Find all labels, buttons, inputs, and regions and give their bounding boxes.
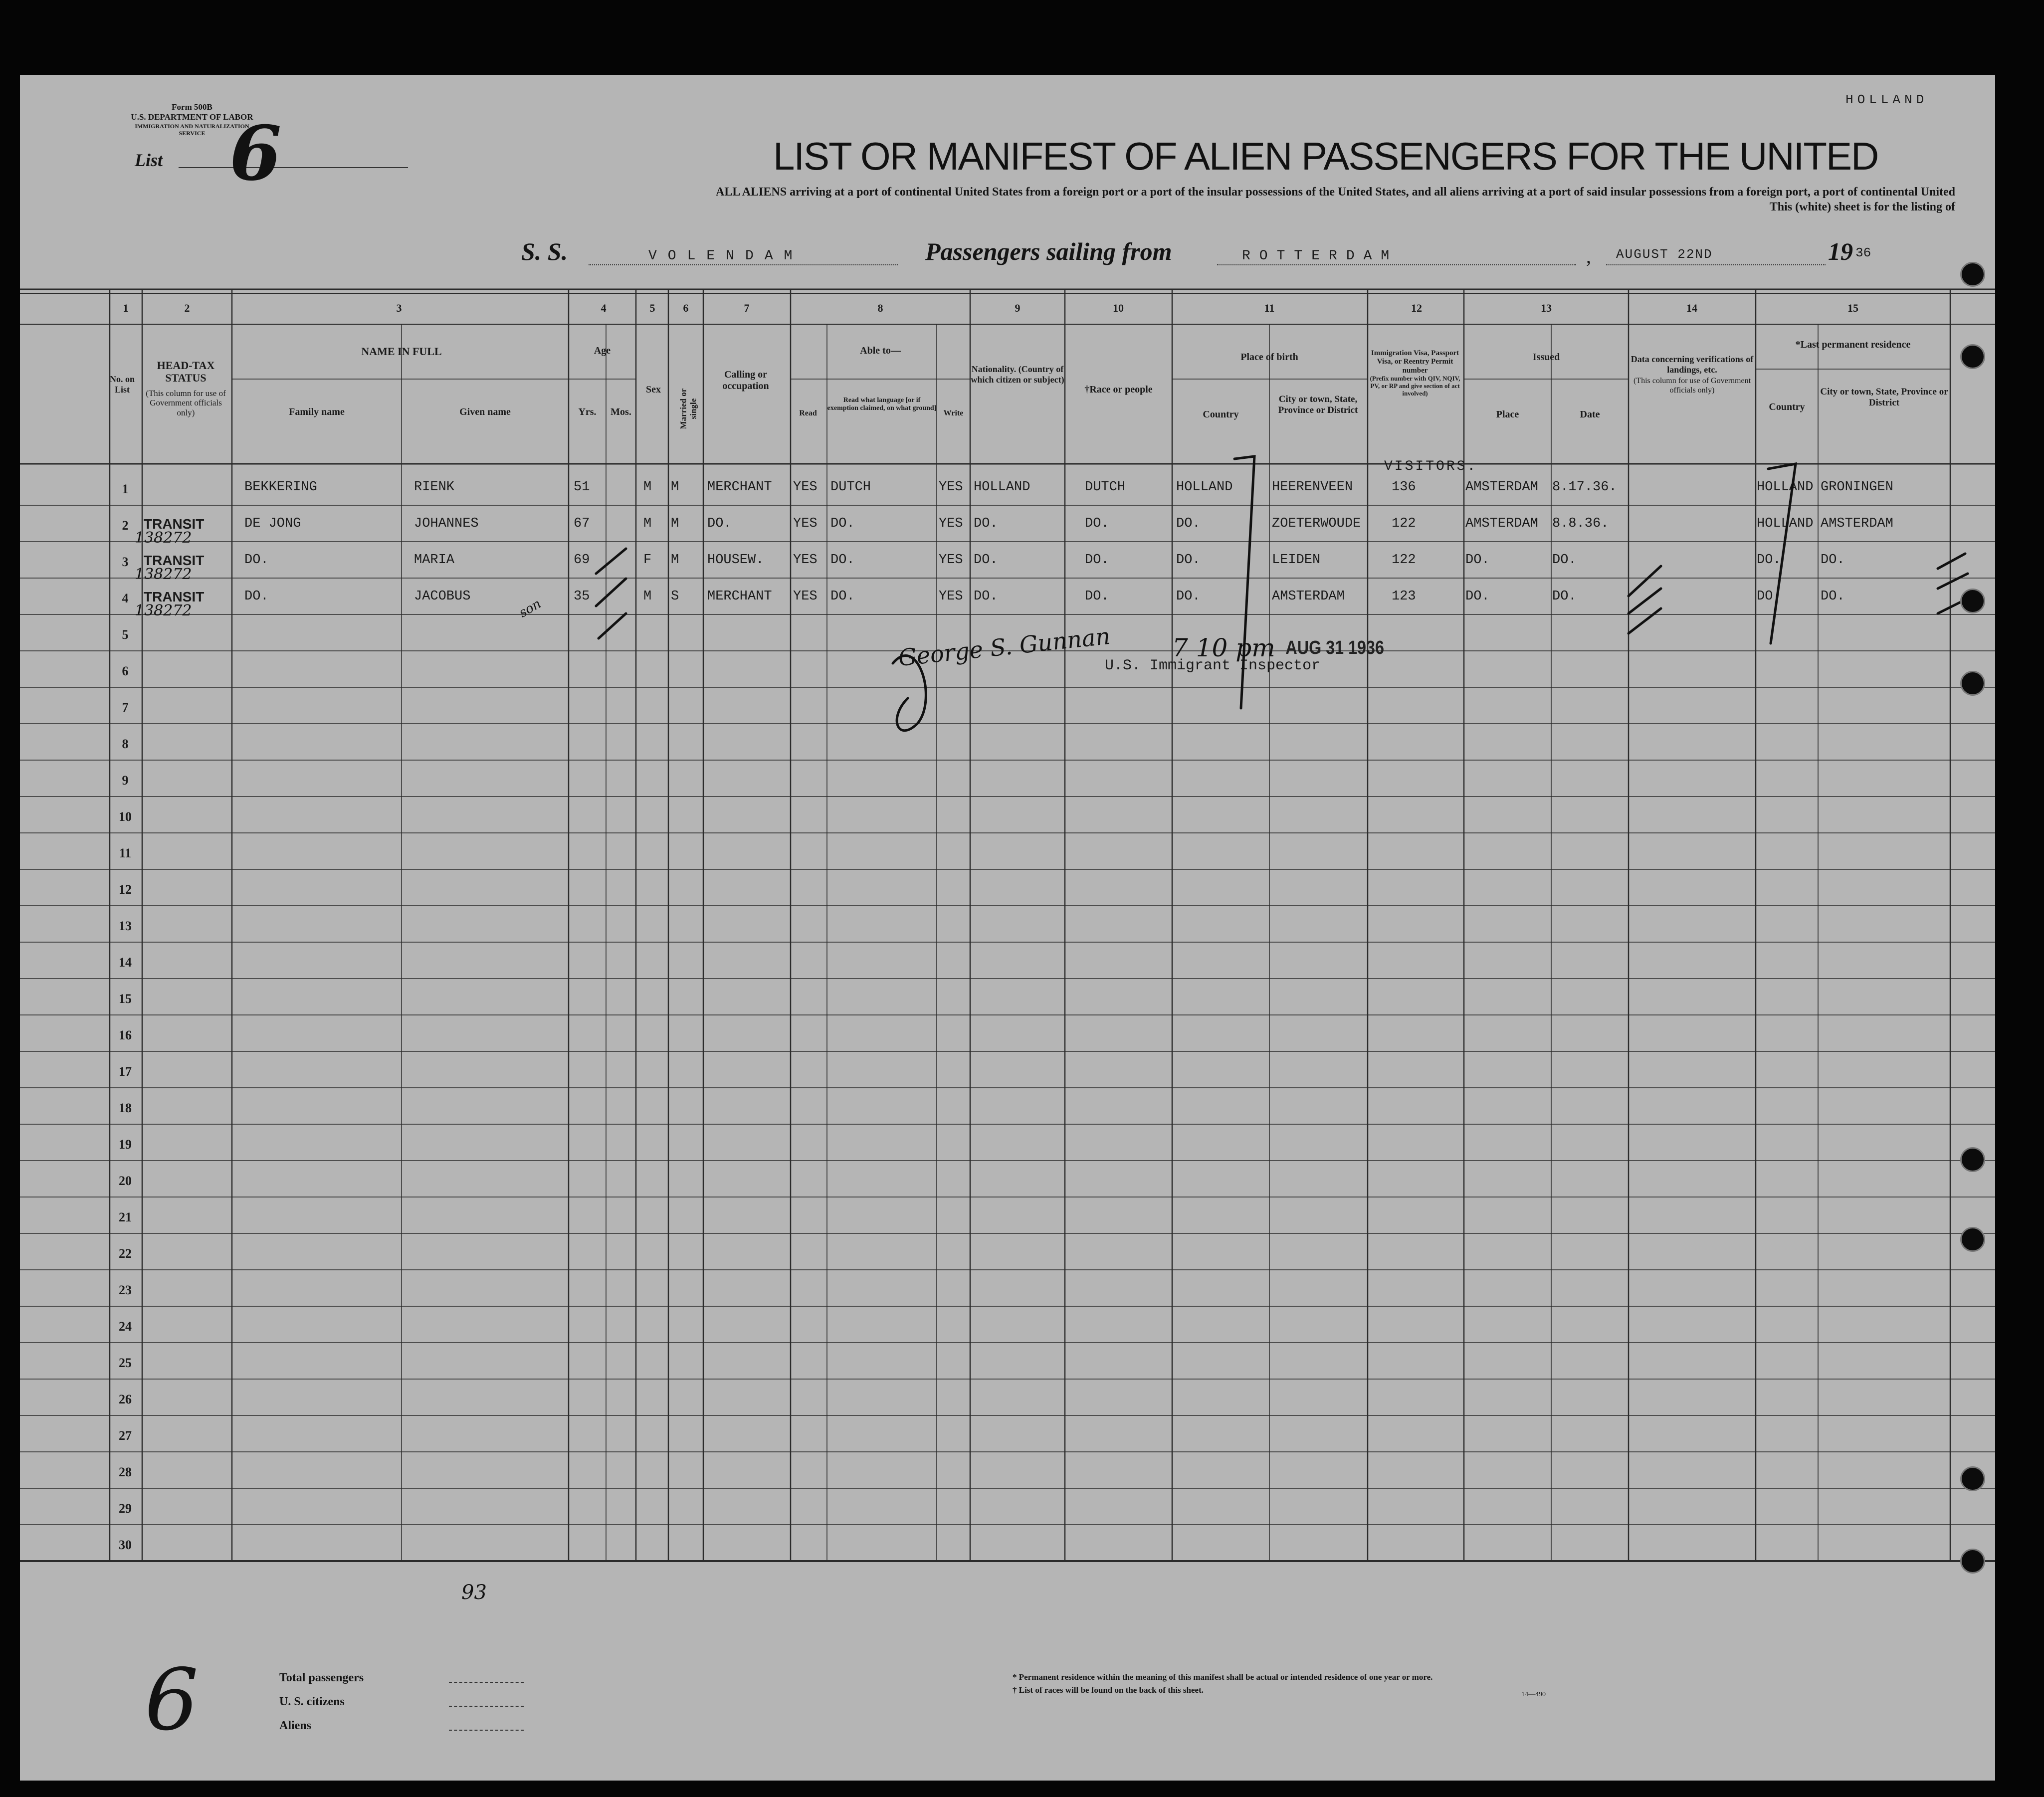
footnote-residence: * Permanent residence within the meaning of this manifest shall be actual or intended residence of one year or more. — [1013, 1672, 1433, 1682]
column-number: 14 — [1686, 302, 1697, 314]
sailing-label: Passengers sailing from — [925, 237, 1172, 265]
column-number: 3 — [396, 302, 402, 314]
row-number: 30 — [119, 1538, 132, 1552]
total-passengers-field[interactable] — [449, 1682, 524, 1683]
tally-seven-mark-2 — [1768, 464, 1796, 643]
col-married: Married or single — [678, 388, 698, 429]
residence-country: HOLLAND — [1757, 516, 1814, 531]
column-number: 15 — [1847, 302, 1858, 314]
col-place-of-birth: Place of birth — [1240, 352, 1298, 363]
list-label: List — [135, 150, 163, 170]
row-number: 20 — [119, 1174, 132, 1188]
col-name-in-full: NAME IN FULL — [361, 345, 442, 358]
column-number: 12 — [1411, 302, 1422, 314]
column-number: 7 — [744, 302, 750, 314]
column-number: 9 — [1015, 302, 1021, 314]
age-years: 51 — [574, 480, 590, 495]
column-number: 5 — [649, 302, 655, 314]
col-calling: Calling or occupation — [722, 369, 769, 392]
birth-country: DO. — [1176, 553, 1201, 568]
landing-note: (This column for use of Government officials only) — [1633, 377, 1751, 395]
punch-hole — [1960, 1227, 1985, 1252]
date-stamp: AUG 31 1936 — [1285, 637, 1384, 658]
head-tax-note: (This column for use of Government officials only) — [146, 388, 226, 417]
margin-number: 6 — [145, 1651, 199, 1750]
intro-line-1: ALL ALIENS arriving at a port of continental United States from a foreign port or a port of the insular possessions of the United States, and all aliens arriving at a port of said insular possessions from a foreign port, a port of continental United — [716, 186, 1955, 199]
visa-note: (Prefix number with QIV, NQIV, PV, or RP and give section of act involved) — [1370, 374, 1460, 397]
nationality: DO. — [974, 589, 998, 604]
col-age: Age — [594, 345, 611, 356]
marital-status: S — [671, 589, 679, 604]
footer-totals — [279, 1666, 364, 1738]
row-number: 22 — [119, 1246, 132, 1261]
visa-number: 122 — [1392, 553, 1416, 568]
occupation: HOUSEW. — [707, 553, 764, 568]
col-sex: Sex — [646, 384, 661, 395]
landing-label: Data concerning verifications of landings, etc. — [1631, 354, 1754, 375]
can-read: YES — [793, 553, 818, 568]
tally-seven-mark-1 — [1234, 456, 1254, 708]
col-issued-date: Date — [1580, 409, 1600, 420]
sex: F — [643, 553, 652, 568]
given-name: JOHANNES — [414, 516, 479, 531]
visa-label: Immigration Visa, Passport Visa, or Reentry Permit number — [1371, 349, 1459, 375]
can-read: YES — [793, 516, 818, 531]
col-birth-country: Country — [1203, 409, 1239, 420]
race: DO. — [1085, 553, 1109, 568]
row-number: 12 — [119, 882, 132, 897]
col-read: Read — [799, 409, 817, 417]
race: DO. — [1085, 589, 1109, 604]
manifest-sheet — [20, 75, 1995, 1781]
row-number: 28 — [119, 1465, 132, 1479]
punch-hole — [1960, 1466, 1985, 1491]
year-suffix: 36 — [1855, 245, 1871, 260]
marital-status: M — [671, 480, 679, 495]
row-number: 25 — [119, 1356, 132, 1370]
col-birth-city: City or town, State, Province or District — [1278, 394, 1358, 415]
row-number: 14 — [119, 955, 132, 970]
page-mark: 93 — [461, 1581, 487, 1604]
punch-hole — [1960, 1147, 1985, 1172]
given-name: JACOBUS — [414, 589, 471, 604]
handwritten-marks — [20, 75, 1995, 1781]
col-read-language: Read what language [or if exemption claimed, on what ground] — [827, 397, 937, 412]
sex: M — [643, 480, 652, 495]
transit-number: 138272 — [135, 566, 192, 583]
row-number: 19 — [119, 1137, 132, 1152]
birth-city: ZOETERWOUDE — [1272, 516, 1361, 531]
punch-hole — [1960, 589, 1985, 613]
family-name: DO. — [244, 589, 269, 604]
issued-place: DO. — [1465, 553, 1490, 568]
column-number: 10 — [1113, 302, 1124, 314]
signature-flourish — [893, 655, 926, 730]
department-name: U.S. DEPARTMENT OF LABOR — [131, 112, 253, 122]
col-res-country: Country — [1769, 401, 1805, 412]
list-number: 6 — [229, 110, 282, 198]
punch-hole — [1960, 262, 1985, 287]
column-number: 11 — [1264, 302, 1275, 314]
issued-place: AMSTERDAM — [1465, 516, 1538, 531]
service-name: IMMIGRATION AND NATURALIZATION SERVICE — [135, 122, 249, 137]
column-number: 4 — [601, 302, 607, 314]
transit-number: 138272 — [135, 602, 192, 619]
col-res-city: City or town, State, Province or District — [1820, 387, 1948, 408]
col-mos: Mos. — [611, 406, 631, 417]
aliens-field[interactable] — [449, 1730, 524, 1731]
row-number: 23 — [119, 1283, 132, 1297]
family-name: DO. — [244, 553, 269, 568]
ship-name: VOLENDAM — [648, 248, 804, 264]
column-number: 2 — [184, 302, 190, 314]
read-language: DO. — [830, 553, 855, 568]
col-issued: Issued — [1532, 352, 1560, 363]
family-name: BEKKERING — [244, 480, 317, 495]
row-number: 2 — [122, 518, 129, 533]
residence-city: GRONINGEN — [1821, 480, 1893, 495]
can-write: YES — [939, 516, 963, 531]
aliens-label: Aliens — [279, 1719, 312, 1732]
birth-country: DO. — [1176, 516, 1201, 531]
visa-number: 136 — [1392, 480, 1416, 495]
nationality: HOLLAND — [974, 480, 1030, 495]
can-write: YES — [939, 480, 963, 495]
inspector-signature: George S. Gunnan — [897, 622, 1112, 672]
residence-city: DO. — [1821, 589, 1845, 604]
can-write: YES — [939, 589, 963, 604]
read-language: DO. — [830, 516, 855, 531]
port-name: ROTTERDAM — [1242, 248, 1399, 264]
nationality: DO. — [974, 553, 998, 568]
head-tax-status: TRANSIT — [144, 553, 204, 568]
visa-number: 123 — [1392, 589, 1416, 604]
issued-place: AMSTERDAM — [1465, 480, 1538, 495]
son-note: son — [516, 596, 544, 621]
row-number: 24 — [119, 1319, 132, 1334]
row-number: 9 — [122, 773, 129, 788]
birth-country: DO. — [1176, 589, 1201, 604]
punch-hole — [1960, 344, 1985, 369]
sailing-date: AUGUST 22ND — [1616, 247, 1713, 262]
row-number: 15 — [119, 992, 132, 1006]
ss-label: S. S. — [521, 237, 568, 265]
marital-status: M — [671, 553, 679, 568]
row-number: 6 — [122, 664, 129, 678]
head-tax-label: HEAD-TAX STATUS — [157, 359, 215, 385]
row-number: 4 — [122, 591, 129, 605]
birth-city: LEIDEN — [1272, 553, 1321, 568]
footer-notes — [1013, 1671, 1432, 1696]
visa-number: 122 — [1392, 516, 1416, 531]
row-number: 13 — [119, 919, 132, 933]
race: DUTCH — [1085, 480, 1126, 495]
occupation: MERCHANT — [707, 480, 772, 495]
given-name: MARIA — [414, 553, 455, 568]
footnote-races: † List of races will be found on the back of this sheet. — [1013, 1685, 1204, 1695]
race: DO. — [1085, 516, 1109, 531]
read-language: DUTCH — [830, 480, 871, 495]
age-years: 35 — [574, 589, 590, 604]
given-name: RIENK — [414, 480, 455, 495]
col-yrs: Yrs. — [578, 406, 597, 417]
col-write: Write — [943, 409, 964, 417]
sex: M — [643, 516, 652, 531]
column-number: 1 — [123, 302, 129, 314]
total-passengers-label: Total passengers — [279, 1671, 364, 1684]
residence-city: AMSTERDAM — [1821, 516, 1893, 531]
time-note: 7 10 pm — [1172, 633, 1275, 662]
row-number: 16 — [119, 1028, 132, 1042]
inspector-title: U.S. Immigrant Inspector — [1105, 657, 1321, 674]
transit-number: 138272 — [135, 529, 192, 547]
col-issued-place: Place — [1496, 409, 1519, 420]
column-number: 8 — [877, 302, 883, 314]
row-number: 7 — [122, 700, 129, 715]
year-prefix: 19 — [1828, 237, 1853, 265]
column-number: 13 — [1541, 302, 1552, 314]
row-number: 11 — [119, 846, 132, 860]
birth-city: AMSTERDAM — [1272, 589, 1345, 604]
occupation: DO. — [707, 516, 732, 531]
comma-mark: , — [1586, 245, 1591, 267]
col-given-name: Given name — [459, 406, 511, 417]
can-write: YES — [939, 553, 963, 568]
row-number: 27 — [119, 1428, 132, 1443]
punch-hole — [1960, 671, 1985, 696]
sex: M — [643, 589, 652, 604]
nationality: DO. — [974, 516, 998, 531]
issued-date: 8.17.36. — [1552, 480, 1617, 495]
head-tax-status: TRANSIT — [144, 516, 204, 532]
col-nationality: Nationality. (Country of which citizen or subject) — [971, 364, 1064, 385]
row-number: 29 — [119, 1501, 132, 1516]
row-number: 8 — [122, 737, 129, 751]
col-able-to: Able to— — [860, 345, 901, 356]
col-family-name: Family name — [289, 406, 345, 417]
row-number: 10 — [119, 809, 132, 824]
marital-status: M — [671, 516, 679, 531]
punch-hole — [1960, 1549, 1985, 1574]
issued-place: DO. — [1465, 589, 1490, 604]
occupation: MERCHANT — [707, 589, 772, 604]
residence-city: DO. — [1821, 553, 1845, 568]
head-tax-status: TRANSIT — [144, 589, 204, 604]
row-number: 26 — [119, 1392, 132, 1406]
visitors-note: VISITORS. — [1384, 459, 1478, 474]
age-check-marks — [596, 549, 626, 638]
issued-date: 8.8.36. — [1552, 516, 1609, 531]
intro-line-2: This (white) sheet is for the listing of — [1769, 200, 1955, 213]
row-number: 17 — [119, 1064, 132, 1079]
us-citizens-label: U. S. citizens — [279, 1695, 345, 1708]
row-number: 5 — [122, 627, 129, 642]
row-number: 21 — [119, 1210, 132, 1224]
form-code: 14—490 — [1521, 1691, 1546, 1698]
read-language: DO. — [830, 589, 855, 604]
us-citizens-field[interactable] — [449, 1706, 524, 1707]
residence-country: HOLLAND — [1757, 480, 1814, 495]
family-name: DE JONG — [244, 516, 301, 531]
residence-country: DO. — [1757, 589, 1781, 604]
can-read: YES — [793, 480, 818, 495]
can-read: YES — [793, 589, 818, 604]
issued-date: DO. — [1552, 553, 1577, 568]
form-number: Form 500B — [172, 102, 212, 112]
age-years: 69 — [574, 553, 590, 568]
residence-country: DO. — [1757, 553, 1781, 568]
verification-marks — [1629, 566, 1661, 633]
manifest-title: LIST OR MANIFEST OF ALIEN PASSENGERS FOR THE UNITED — [773, 134, 1878, 178]
row-number: 18 — [119, 1101, 132, 1115]
country-tag: HOLLAND — [1845, 92, 1928, 107]
birth-city: HEERENVEEN — [1272, 480, 1353, 495]
col-last-residence: *Last permanent residence — [1795, 339, 1911, 350]
row-number: 3 — [122, 555, 129, 569]
birth-country: HOLLAND — [1176, 480, 1233, 495]
col-no-on-list: No. on List — [109, 374, 135, 395]
col-race: †Race or people — [1084, 384, 1153, 395]
column-number: 6 — [683, 302, 689, 314]
age-years: 67 — [574, 516, 590, 531]
row-number: 1 — [122, 482, 129, 496]
issued-date: DO. — [1552, 589, 1577, 604]
